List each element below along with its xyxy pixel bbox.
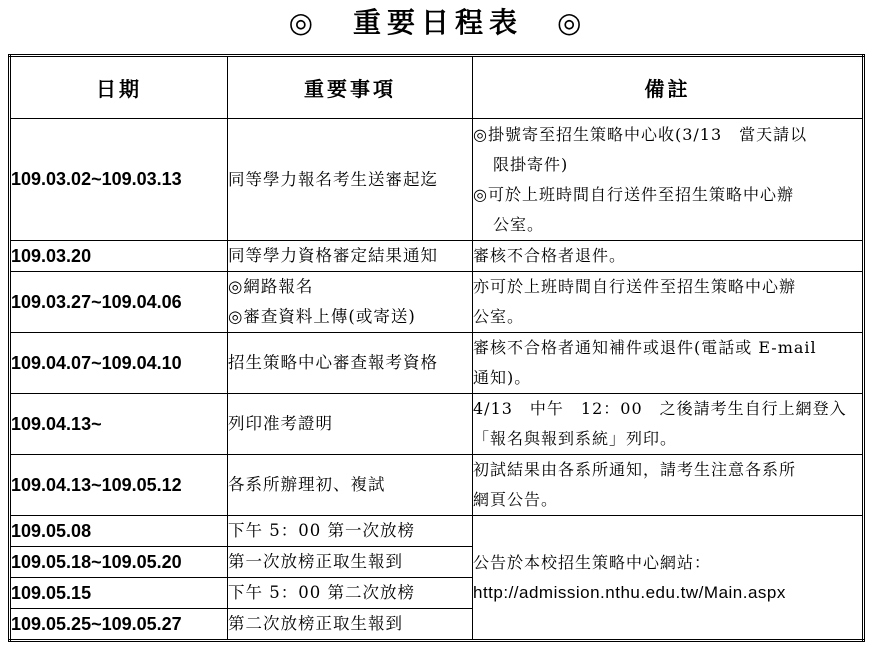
header-row bbox=[10, 56, 864, 119]
note-cell bbox=[473, 455, 864, 516]
note-line: 「報名與報到系統」列印。 bbox=[473, 429, 678, 448]
table-row bbox=[10, 119, 864, 241]
note-cell bbox=[473, 241, 864, 272]
table-row bbox=[10, 516, 864, 547]
note-line: ◎可於上班時間自行送件至招生策略中心辦 bbox=[473, 184, 794, 204]
event-line: ◎網路報名 bbox=[228, 277, 314, 296]
note-line: 公室。 bbox=[473, 307, 525, 326]
note-line: 公告於本校招生策略中心網站： bbox=[473, 552, 712, 572]
shared-note-cell bbox=[473, 516, 864, 641]
header-date: 日期 bbox=[10, 56, 228, 119]
event-cell: 各系所辦理初、複試 bbox=[228, 455, 473, 516]
event-cell: 下午 5：00 第一次放榜 bbox=[228, 516, 473, 547]
schedule-table bbox=[8, 54, 865, 642]
header-event: 重要事項 bbox=[228, 56, 473, 119]
date-cell: 109.04.13~109.05.12 bbox=[10, 455, 228, 516]
website-url: http://admission.nthu.edu.tw/Main.aspx bbox=[473, 582, 786, 602]
date-cell: 109.05.25~109.05.27 bbox=[10, 609, 228, 641]
event-cell: 第二次放榜正取生報到 bbox=[228, 609, 473, 641]
event-cell: 第一次放榜正取生報到 bbox=[228, 547, 473, 578]
table-row bbox=[10, 272, 864, 333]
note-cell bbox=[473, 272, 864, 333]
date-cell: 109.04.07~109.04.10 bbox=[10, 333, 228, 394]
date-cell: 109.05.15 bbox=[10, 578, 228, 609]
table-row bbox=[10, 241, 864, 272]
date-cell: 109.04.13~ bbox=[10, 394, 228, 455]
date-cell: 109.03.02~109.03.13 bbox=[10, 119, 228, 241]
event-cell bbox=[228, 272, 473, 333]
date-cell: 109.03.20 bbox=[10, 241, 228, 272]
note-cell bbox=[473, 119, 864, 241]
date-cell: 109.03.27~109.04.06 bbox=[10, 272, 228, 333]
page-title: ◎ 重要日程表 ◎ bbox=[288, 6, 588, 39]
note-cell bbox=[473, 394, 864, 455]
table-row bbox=[10, 333, 864, 394]
note-line: 初試結果由各系所通知，請考生注意各系所 bbox=[473, 460, 797, 479]
note-cell bbox=[473, 333, 864, 394]
event-cell: 同等學力資格審定結果通知 bbox=[228, 241, 473, 272]
table-row bbox=[10, 394, 864, 455]
note-line: 網頁公告。 bbox=[473, 490, 559, 509]
note-line: 審核不合格者退件。 bbox=[473, 246, 627, 265]
note-line: 限掛寄件) bbox=[493, 154, 569, 174]
event-cell: 招生策略中心審查報考資格 bbox=[228, 333, 473, 394]
event-cell: 同等學力報名考生送審起迄 bbox=[228, 119, 473, 241]
event-cell: 列印准考證明 bbox=[228, 394, 473, 455]
note-line: ◎掛號寄至招生策略中心收(3/13 當天請以 bbox=[473, 124, 808, 144]
event-cell: 下午 5：00 第二次放榜 bbox=[228, 578, 473, 609]
table-row bbox=[10, 455, 864, 516]
event-line: ◎審查資料上傳(或寄送) bbox=[228, 307, 416, 326]
note-line: 亦可於上班時間自行送件至招生策略中心辦 bbox=[473, 277, 797, 296]
note-line: 4/13 中午 12：00 之後請考生自行上網登入 bbox=[473, 399, 847, 418]
note-line: 通知)。 bbox=[473, 368, 532, 387]
note-line: 審核不合格者通知補件或退件(電話或 E-mail bbox=[473, 338, 817, 357]
header-note: 備註 bbox=[473, 56, 864, 119]
date-cell: 109.05.08 bbox=[10, 516, 228, 547]
note-line: 公室。 bbox=[493, 214, 545, 234]
date-cell: 109.05.18~109.05.20 bbox=[10, 547, 228, 578]
